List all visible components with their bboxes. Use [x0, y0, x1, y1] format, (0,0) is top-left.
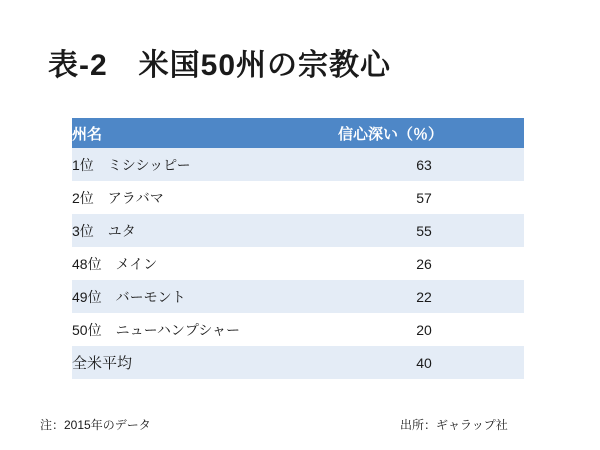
rank-label: 全米平均 — [72, 355, 133, 372]
column-header-value: 信心深い（％） — [324, 118, 524, 148]
table-row — [72, 280, 524, 313]
table-header-row — [72, 118, 524, 148]
state-name: ミシシッピー — [107, 156, 191, 173]
cell-state — [72, 280, 324, 313]
rank-label: 50位 — [72, 321, 102, 338]
cell-state — [72, 247, 324, 280]
cell-state — [72, 313, 324, 346]
religiosity-table-container — [72, 118, 524, 379]
cell-state — [72, 346, 324, 379]
rank-label: 3位 — [72, 222, 94, 239]
cell-value: 63 — [324, 148, 524, 181]
state-name: バーモント — [115, 288, 186, 305]
cell-value: 20 — [324, 313, 524, 346]
cell-value: 57 — [324, 181, 524, 214]
column-header-state: 州名 — [72, 118, 324, 148]
rank-label: 2位 — [72, 189, 94, 206]
cell-state — [72, 148, 324, 181]
table-row-total — [72, 346, 524, 379]
footnote: 注：2015年のデータ — [40, 418, 151, 432]
table-row — [72, 313, 524, 346]
table-row — [72, 214, 524, 247]
cell-value: 26 — [324, 247, 524, 280]
page-title: 表-2 米国50州の宗教心 — [48, 49, 392, 82]
cell-state — [72, 181, 324, 214]
rank-label: 48位 — [72, 255, 102, 272]
cell-value: 55 — [324, 214, 524, 247]
table-row — [72, 148, 524, 181]
rank-label: 1位 — [72, 156, 94, 173]
state-name: アラバマ — [107, 189, 164, 206]
table-row — [72, 181, 524, 214]
table-row — [72, 247, 524, 280]
state-name: ニューハンプシャー — [115, 321, 241, 338]
source-credit: 出所：ギャラップ社 — [400, 418, 508, 432]
religiosity-table — [72, 118, 524, 379]
cell-value: 22 — [324, 280, 524, 313]
cell-value: 40 — [324, 346, 524, 379]
state-name: ユタ — [107, 222, 136, 239]
rank-label: 49位 — [72, 288, 102, 305]
cell-state — [72, 214, 324, 247]
state-name: メイン — [115, 255, 158, 272]
